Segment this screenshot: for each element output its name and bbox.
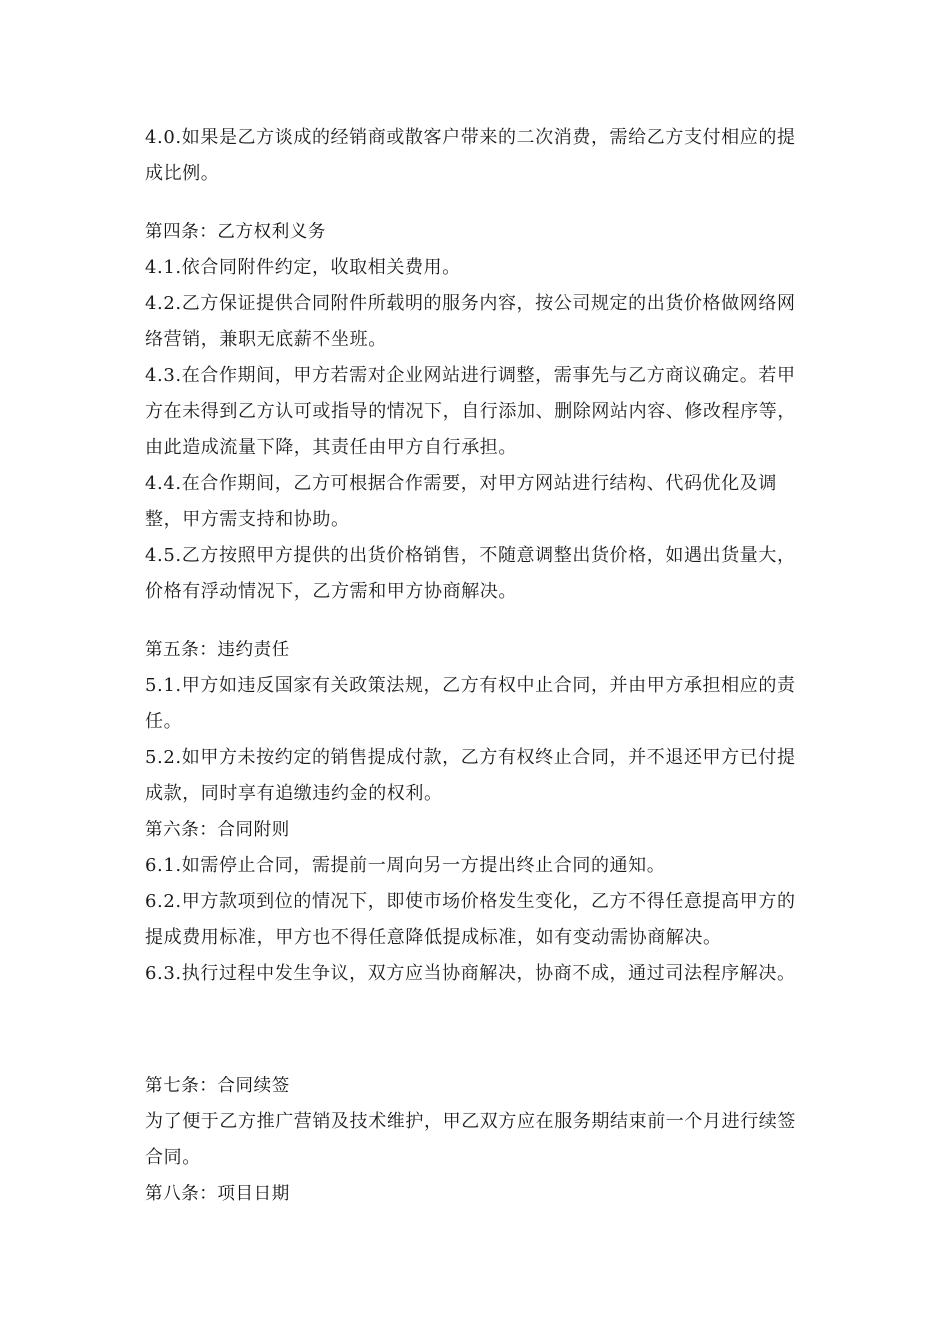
clause-4-4: 4.4.在合作期间，乙方可根据合作需要，对甲方网站进行结构、代码优化及调整，甲方需支持和协助。 xyxy=(145,473,777,530)
clause-4-0: 4.0.如果是乙方谈成的经销商或散客户带来的二次消费，需给乙方支付相应的提成比例。 xyxy=(145,127,796,184)
clause-4-2: 4.2.乙方保证提供合同附件所载明的服务内容，按公司规定的出货价格做网络网络营销，兼职无底薪不坐班。 xyxy=(145,293,796,350)
clause-6-1: 6.1.如需停止合同，需提前一周向另一方提出终止合同的通知。 xyxy=(145,855,666,876)
clause-6-3: 6.3.执行过程中发生争议，双方应当协商解决，协商不成，通过司法程序解决。 xyxy=(145,963,796,984)
article-8-heading: 第八条：项目日期 xyxy=(145,1184,290,1204)
clause-5-2: 5.2.如甲方未按约定的销售提成付款，乙方有权终止合同，并不退还甲方已付提成款，同时享有追缴违约金的权利。 xyxy=(145,747,796,804)
clause-7: 为了便于乙方推广营销及技术维护，甲乙双方应在服务期结束前一个月进行续签合同。 xyxy=(145,1111,796,1168)
article-5-heading: 第五条：违约责任 xyxy=(145,640,290,660)
article-4-heading: 第四条：乙方权利义务 xyxy=(145,222,326,242)
clause-4-5: 4.5.乙方按照甲方提供的出货价格销售，不随意调整出货价格，如遇出货量大，价格有浮动情况下，乙方需和甲方协商解决。 xyxy=(145,545,796,602)
clause-6-2: 6.2.甲方款项到位的情况下，即使市场价格发生变化，乙方不得任意提高甲方的提成费用标准，甲方也不得任意降低提成标准，如有变动需协商解决。 xyxy=(145,891,796,948)
document-body xyxy=(145,120,810,1212)
article-6-heading: 第六条：合同附则 xyxy=(145,820,290,840)
article-7-heading: 第七条：合同续签 xyxy=(145,1076,290,1096)
clause-4-1: 4.1.依合同附件约定，收取相关费用。 xyxy=(145,257,461,278)
clause-5-1: 5.1.甲方如违反国家有关政策法规，乙方有权中止合同，并由甲方承担相应的责任。 xyxy=(145,675,796,732)
clause-4-3: 4.3.在合作期间，甲方若需对企业网站进行调整，需事先与乙方商议确定。若甲方在未得到乙方认可或指导的情况下，自行添加、删除网站内容、修改程序等，由此造成流量下降，其责任由甲方自行承担。 xyxy=(145,365,796,458)
